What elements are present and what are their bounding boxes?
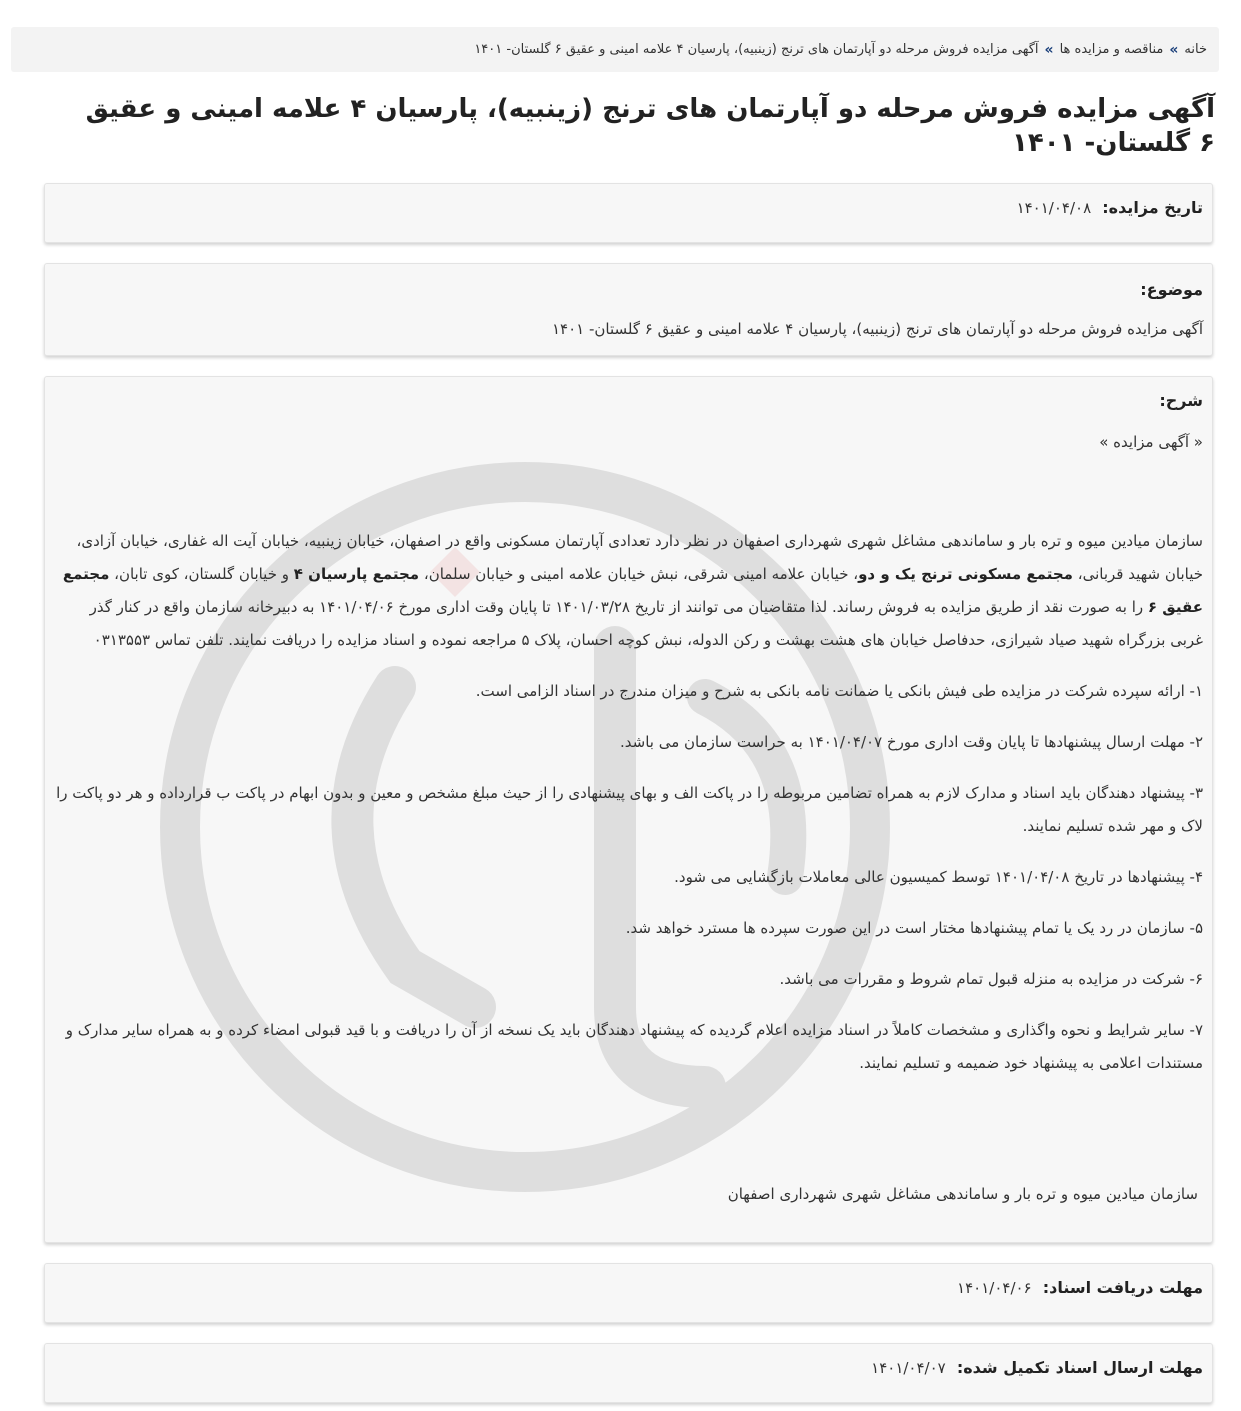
- subject-value: آگهی مزایده فروش مرحله دو آپارتمان های ترنج (زینبیه)، پارسیان ۴ علامه امینی و عقیق ۶ گلستان- ۱۴۰۱: [551, 320, 1203, 338]
- condition-item: ۱- ارائه سپرده شرکت در مزایده طی فیش بانکی یا ضمانت نامه بانکی به شرح و میزان مندرج در اسناد الزامی است.: [475, 682, 1203, 700]
- breadcrumb-section-link[interactable]: مناقصه و مزایده ها: [1059, 42, 1164, 57]
- condition-item: ۴- پیشنهادها در تاریخ ۱۴۰۱/۰۴/۰۸ توسط کمیسیون عالی معاملات بازگشایی می شود.: [674, 868, 1203, 886]
- breadcrumb: [11, 27, 1219, 72]
- subject-card: [44, 263, 1213, 356]
- breadcrumb-home-link[interactable]: خانه: [1184, 42, 1207, 57]
- condition-item: ۵- سازمان در رد یک یا تمام پیشنهادها مختار است در این صورت سپرده ها مسترد خواهد شد.: [625, 919, 1203, 937]
- highlight-aghigh: مجتمع عقیق ۶: [62, 565, 1203, 616]
- description-card: [44, 376, 1213, 1243]
- condition-item: ۳- پیشنهاد دهندگان باید اسناد و مدارک لازم به همراه تضامین مربوطه را در پاکت الف و بهای پیشنهادی را از حیث مبلغ مشخص و معین و بدون ابهام در پاکت ب قرارداده و هر دو پاکت را لاک و مهر شده تسلیم نمایند.: [56, 784, 1203, 835]
- page-title: آگهی مزایده فروش مرحله دو آپارتمان های ترنج (زینبیه)، پارسیان ۴ علامه امینی و عقیق ۶ گلستان- ۱۴۰۱: [85, 94, 1215, 158]
- condition-item: ۲- مهلت ارسال پیشنهادها تا پایان وقت اداری مورخ ۱۴۰۱/۰۴/۰۷ به حراست سازمان می باشد.: [620, 733, 1203, 751]
- doc-deadline-value: ۱۴۰۱/۰۴/۰۶: [957, 1279, 1032, 1297]
- organization-signature: سازمان میادین میوه و تره بار و ساماندهی مشاغل شهری شهرداری اصفهان: [727, 1185, 1198, 1203]
- auction-date-value: ۱۴۰۱/۰۴/۰۸: [1016, 199, 1092, 217]
- description-body: [54, 525, 1203, 1098]
- submit-deadline-label: مهلت ارسال اسناد تکمیل شده:: [956, 1358, 1203, 1377]
- breadcrumb-separator-icon: »: [1044, 41, 1054, 58]
- breadcrumb-separator-icon: »: [1169, 41, 1179, 58]
- auction-date-label: تاریخ مزایده:: [1102, 198, 1203, 217]
- submit-deadline-card: [44, 1343, 1213, 1403]
- highlight-parsian: مجتمع پارسیان ۴: [293, 565, 420, 583]
- condition-item: ۶- شرکت در مزایده به منزله قبول تمام شروط و مقررات می باشد.: [779, 970, 1203, 988]
- condition-item: ۷- سایر شرایط و نحوه واگذاری و مشخصات کاملاً در اسناد مزایده اعلام گردیده که پیشنهاد دهندگان باید یک نسخه از آن را دریافت و با قید قبولی امضاء کرده و به همراه سایر مدارک و مستندات اعلامی به پیشنهاد خود ضمیمه و تسلیم نمایند.: [65, 1021, 1203, 1072]
- auction-date-card: [44, 183, 1213, 243]
- description-label: شرح:: [1159, 391, 1203, 410]
- submit-deadline-value: ۱۴۰۱/۰۴/۰۷: [871, 1359, 946, 1377]
- highlight-toranj: مجتمع مسکونی ترنج یک و دو: [858, 565, 1073, 583]
- breadcrumb-current: آگهی مزایده فروش مرحله دو آپارتمان های ترنج (زینبیه)، پارسیان ۴ علامه امینی و عقیق ۶ گلستان- ۱۴۰۱: [474, 42, 1039, 57]
- description-paragraph: سازمان میادین میوه و تره بار و ساماندهی مشاغل شهری شهرداری اصفهان در نظر دارد تعدادی آپارتمان مسکونی واقع در اصفهان، خیابان زینبیه، خیابان آیت اله غفاری، خیابان آزادی، خیابان شهید قربانی، مجتمع مسکونی ترنج یک و دو، خیابان علامه امینی شرقی، نبش خیابان علامه امینی و خیابان سلمان، مجتمع پارسیان ۴ و خیابان گلستان، کوی تابان، مجتمع عقیق ۶ را به صورت نقد از طریق مزایده به فروش رساند. لذا متقاضیان می توانند از تاریخ ۱۴۰۱/۰۳/۲۸ تا پایان وقت اداری مورخ ۱۴۰۱/۰۴/۰۶ به دبیرخانه سازمان واقع در کنار گذر غربی بزرگراه شهید صیاد شیرازی، حدفاصل خیابان های هشت بهشت و رکن الدوله، نبش کوچه احسان، پلاک ۵ مراجعه نموده و اسناد مزایده را دریافت نمایند. تلفن تماس ۰۳۱۳۵۵۳: [62, 532, 1203, 649]
- description-intro: « آگهی مزایده »: [1099, 433, 1203, 451]
- doc-deadline-card: [44, 1263, 1213, 1323]
- doc-deadline-label: مهلت دریافت اسناد:: [1042, 1278, 1203, 1297]
- subject-label: موضوع:: [1140, 280, 1203, 299]
